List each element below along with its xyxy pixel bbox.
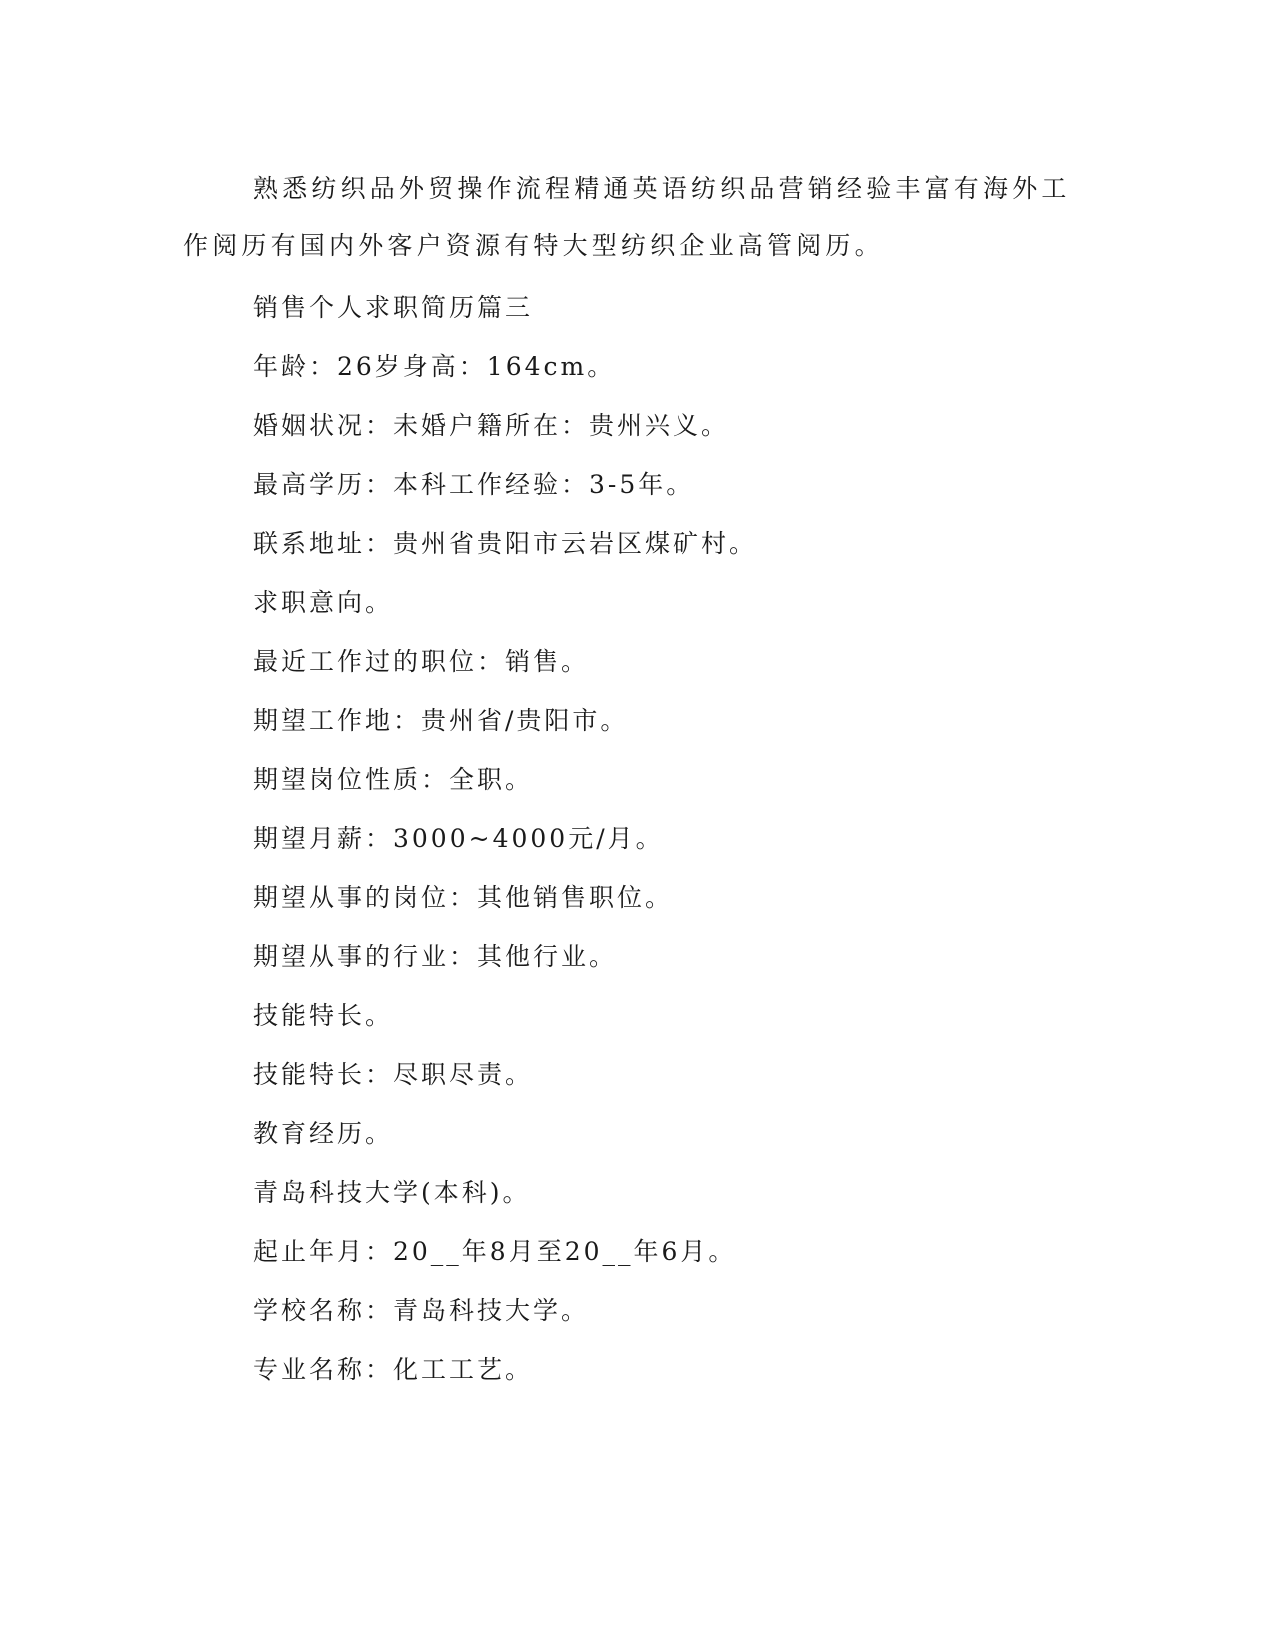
skills-heading: 技能特长。: [253, 1001, 394, 1030]
expected-industry-line: 期望从事的行业：其他行业。: [253, 942, 618, 971]
recent-position-line: 最近工作过的职位：销售。: [253, 647, 590, 676]
age-height-line: 年龄：26岁身高：164cm。: [253, 352, 616, 381]
school-name-line: 学校名称：青岛科技大学。: [253, 1296, 590, 1325]
job-type-line: 期望岗位性质：全职。: [253, 765, 534, 794]
education-experience-line: 最高学历：本科工作经验：3-5年。: [253, 470, 695, 499]
marital-hukou-line: 婚姻状况：未婚户籍所在：贵州兴义。: [253, 411, 730, 440]
university-line: 青岛科技大学(本科)。: [253, 1178, 531, 1207]
expected-location-line: 期望工作地：贵州省/贵阳市。: [253, 706, 629, 735]
section-title: 销售个人求职简历篇三: [253, 293, 534, 322]
education-heading: 教育经历。: [253, 1119, 394, 1148]
address-line: 联系地址：贵州省贵阳市云岩区煤矿村。: [253, 529, 758, 558]
study-period-line: 起止年月：20__年8月至20__年6月。: [253, 1237, 737, 1266]
intro-paragraph: 熟悉纺织品外贸操作流程精通英语纺织品营销经验丰富有海外工作阅历有国内外客户资源有特大型纺织企业高管阅历。: [183, 174, 1071, 260]
expected-position-line: 期望从事的岗位：其他销售职位。: [253, 883, 674, 912]
major-line: 专业名称：化工工艺。: [253, 1355, 534, 1384]
expected-salary-line: 期望月薪：3000~4000元/月。: [253, 824, 664, 853]
skills-line: 技能特长：尽职尽责。: [253, 1060, 534, 1089]
job-intention-heading: 求职意向。: [253, 588, 394, 617]
document-body: [183, 160, 1078, 1399]
